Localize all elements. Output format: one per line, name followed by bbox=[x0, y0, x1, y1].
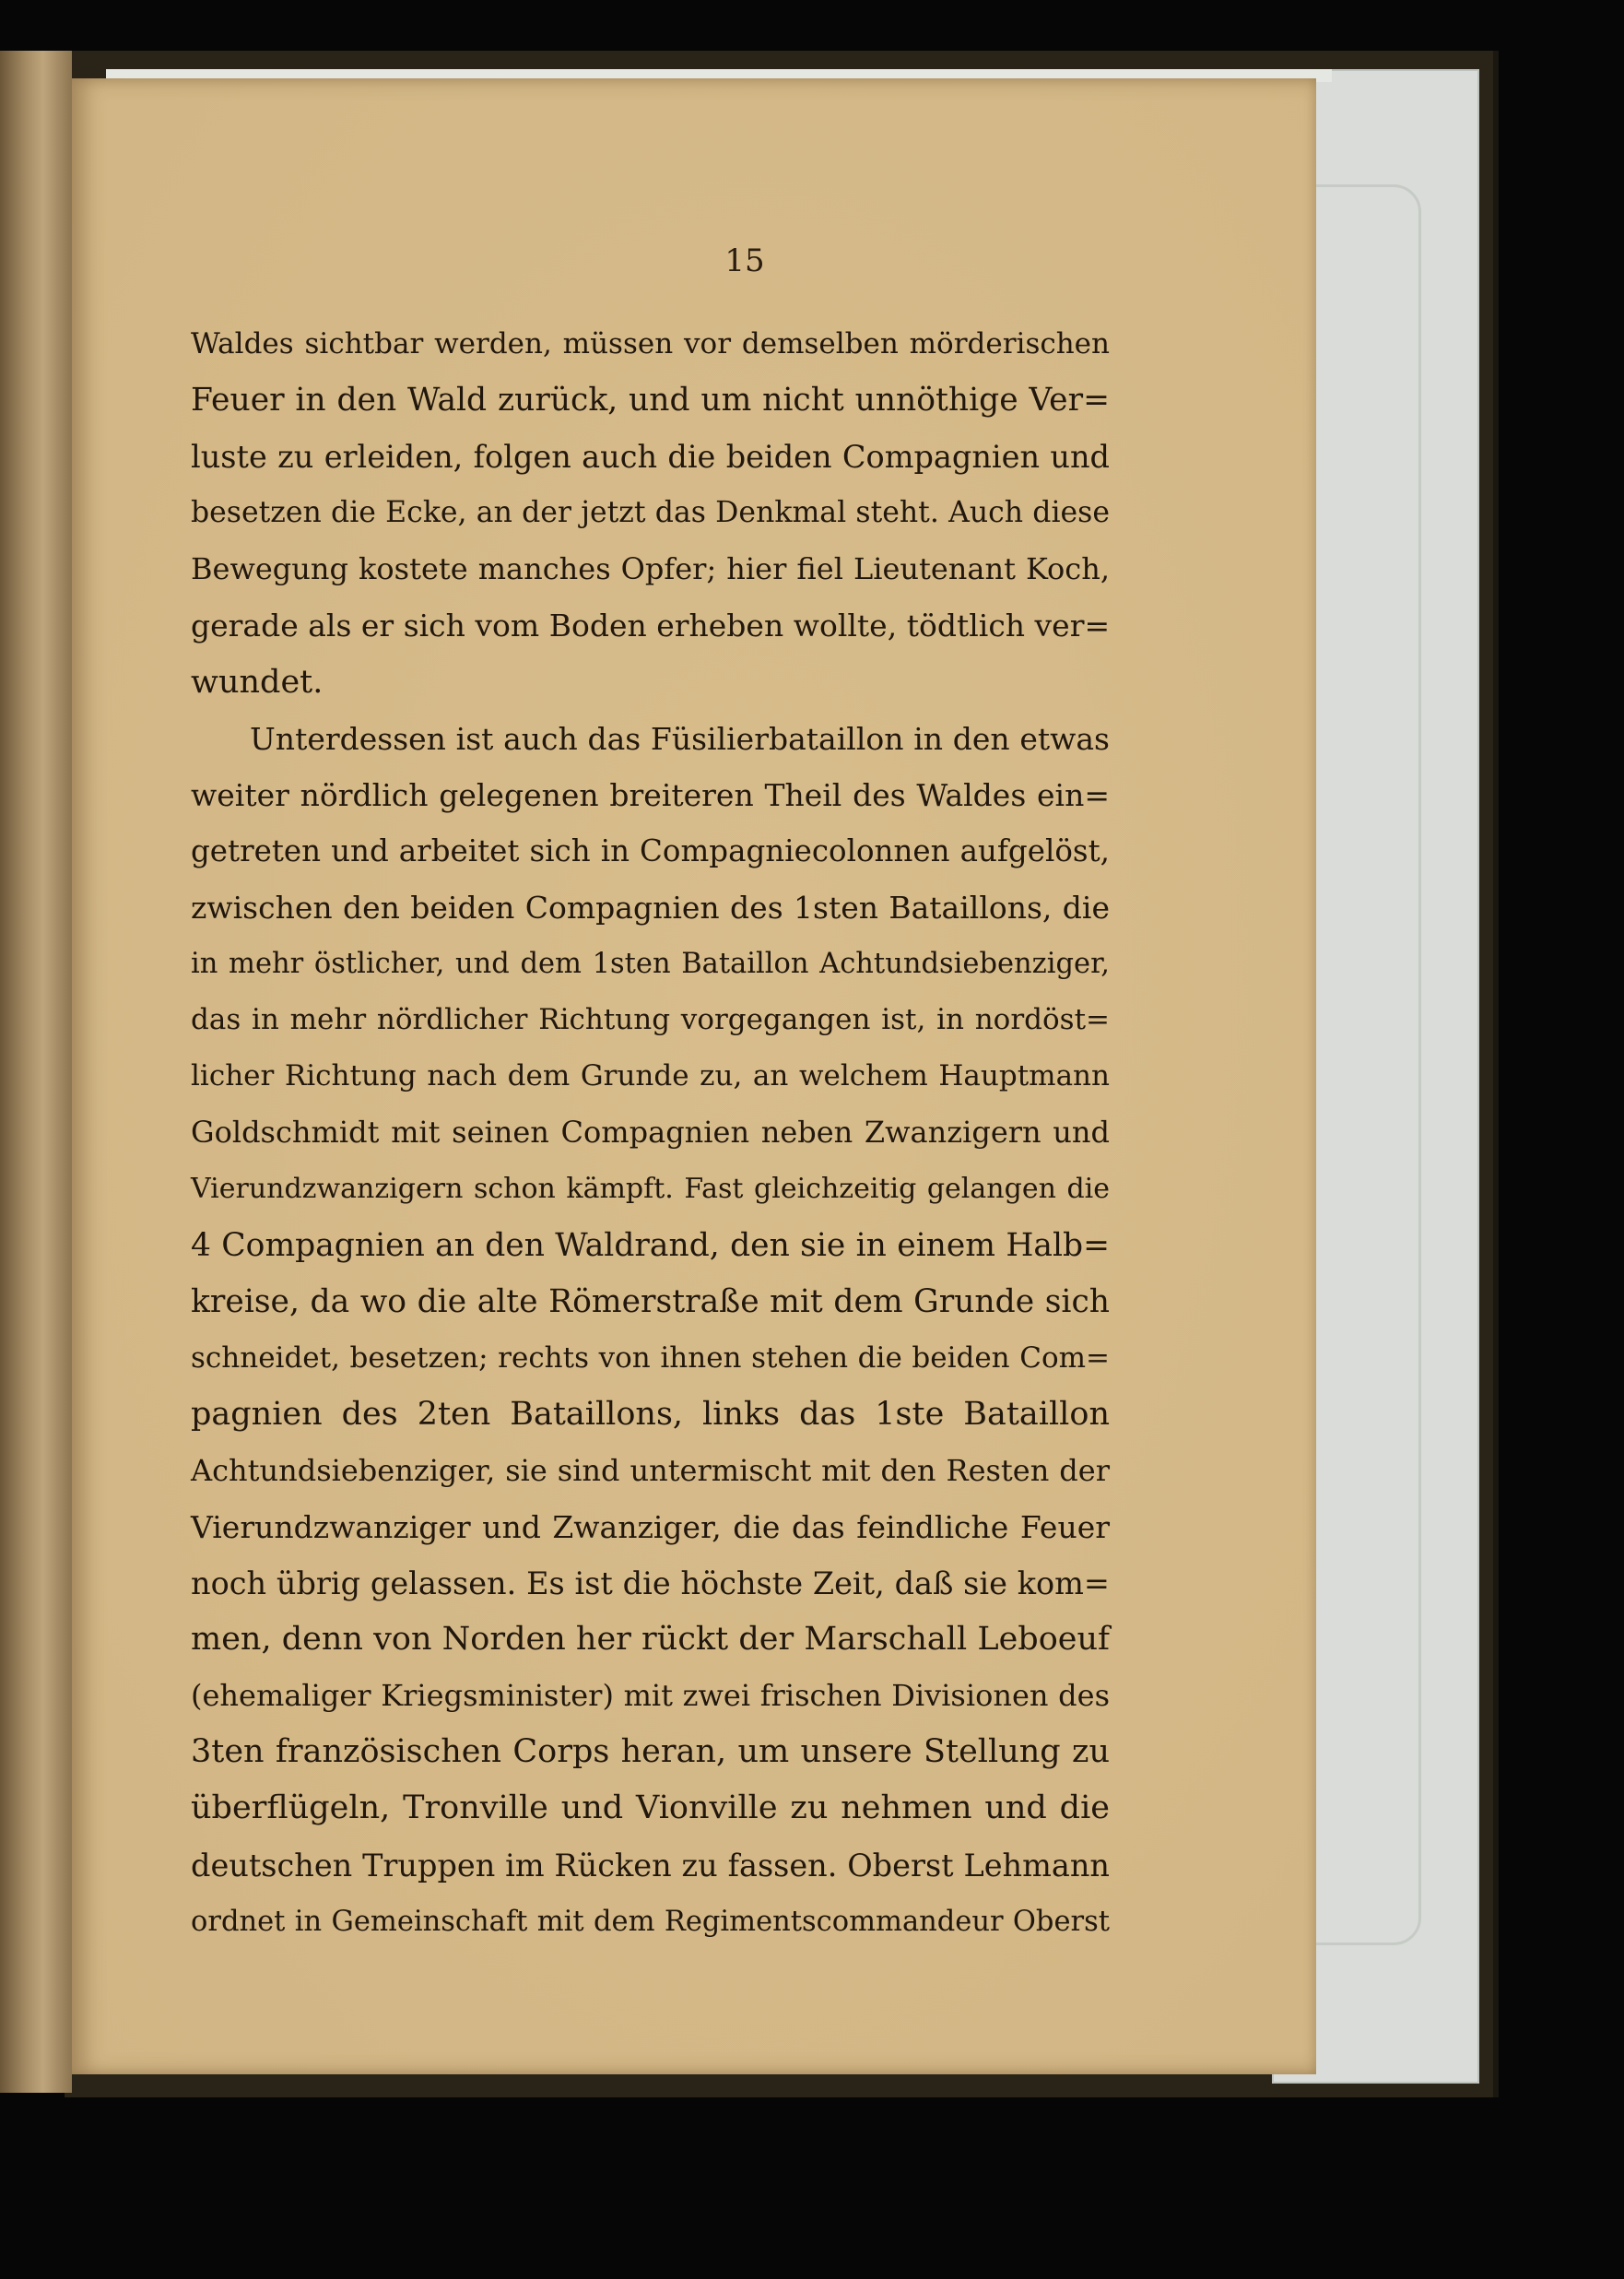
text-line: Vierundzwanzigern schon kämpft. Fast gleichzeitig gelangen die bbox=[191, 1173, 1110, 1206]
text-line: Unterdessen ist auch das Füsilierbataillon in den etwas bbox=[250, 720, 1110, 757]
text-line: zwischen den beiden Compagnien des 1sten Bataillons, die bbox=[191, 889, 1110, 926]
text-line: 4 Compagnien an den Waldrand, den sie in einem Halb= bbox=[191, 1226, 1110, 1264]
text-line: ordnet in Gemeinschaft mit dem Regimentscommandeur Oberst bbox=[191, 1905, 1110, 1938]
text-line: licher Richtung nach dem Grunde zu, an welchem Hauptmann bbox=[191, 1059, 1110, 1093]
text-line: überflügeln, Tronville und Vionville zu nehmen und die bbox=[191, 1789, 1110, 1827]
book-spine-edge bbox=[0, 51, 72, 2093]
text-line: schneidet, besetzen; rechts von ihnen stehen die beiden Com= bbox=[191, 1340, 1110, 1375]
text-line: das in mehr nördlicher Richtung vorgegangen ist, in nordöst= bbox=[191, 1003, 1110, 1037]
text-line: getreten und arbeitet sich in Compagniecolonnen aufgelöst, bbox=[191, 832, 1110, 868]
text-line: in mehr östlicher, und dem 1sten Bataillon Achtundsiebenziger, bbox=[191, 948, 1110, 981]
text-line: Bewegung kostete manches Opfer; hier fiel Lieutenant Koch, bbox=[191, 551, 1110, 587]
text-line: deutschen Truppen im Rücken zu fassen. Oberst Lehmann bbox=[191, 1847, 1110, 1883]
text-line: Waldes sichtbar werden, müssen vor demselben mörderischen bbox=[191, 327, 1110, 360]
text-line: luste zu erleiden, folgen auch die beiden Compagnien und bbox=[191, 439, 1110, 476]
text-line: pagnien des 2ten Bataillons, links das 1ste Bataillon bbox=[191, 1395, 1110, 1433]
text-line: men, denn von Norden her rückt der Marschall Leboeuf bbox=[191, 1621, 1110, 1659]
page-number: 15 bbox=[724, 242, 765, 279]
text-line: kreise, da wo die alte Römerstraße mit dem Grunde sich bbox=[191, 1282, 1110, 1320]
text-line: Achtundsiebenziger, sie sind untermischt mit den Resten der bbox=[191, 1452, 1110, 1488]
text-line: (ehemaliger Kriegsminister) mit zwei frischen Divisionen des bbox=[191, 1678, 1110, 1714]
text-line: gerade als er sich vom Boden erheben wollte, tödtlich ver= bbox=[191, 608, 1111, 644]
body-text bbox=[191, 316, 1110, 1950]
text-line: 3ten französischen Corps heran, um unsere Stellung zu bbox=[191, 1733, 1110, 1771]
text-line: wundet. bbox=[191, 663, 324, 701]
text-line: Vierundzwanziger und Zwanziger, die das feindliche Feuer bbox=[191, 1508, 1110, 1545]
text-line: noch übrig gelassen. Es ist die höchste Zeit, daß sie kom= bbox=[191, 1565, 1110, 1602]
text-line: Goldschmidt mit seinen Compagnien neben Zwanzigern und bbox=[191, 1115, 1110, 1151]
text-line: Feuer in den Wald zurück, und um nicht unnöthige Ver= bbox=[191, 382, 1110, 419]
text-line: weiter nördlich gelegenen breiteren Theil des Waldes ein= bbox=[191, 776, 1110, 813]
text-line: besetzen die Ecke, an der jetzt das Denkmal steht. Auch diese bbox=[191, 496, 1110, 530]
